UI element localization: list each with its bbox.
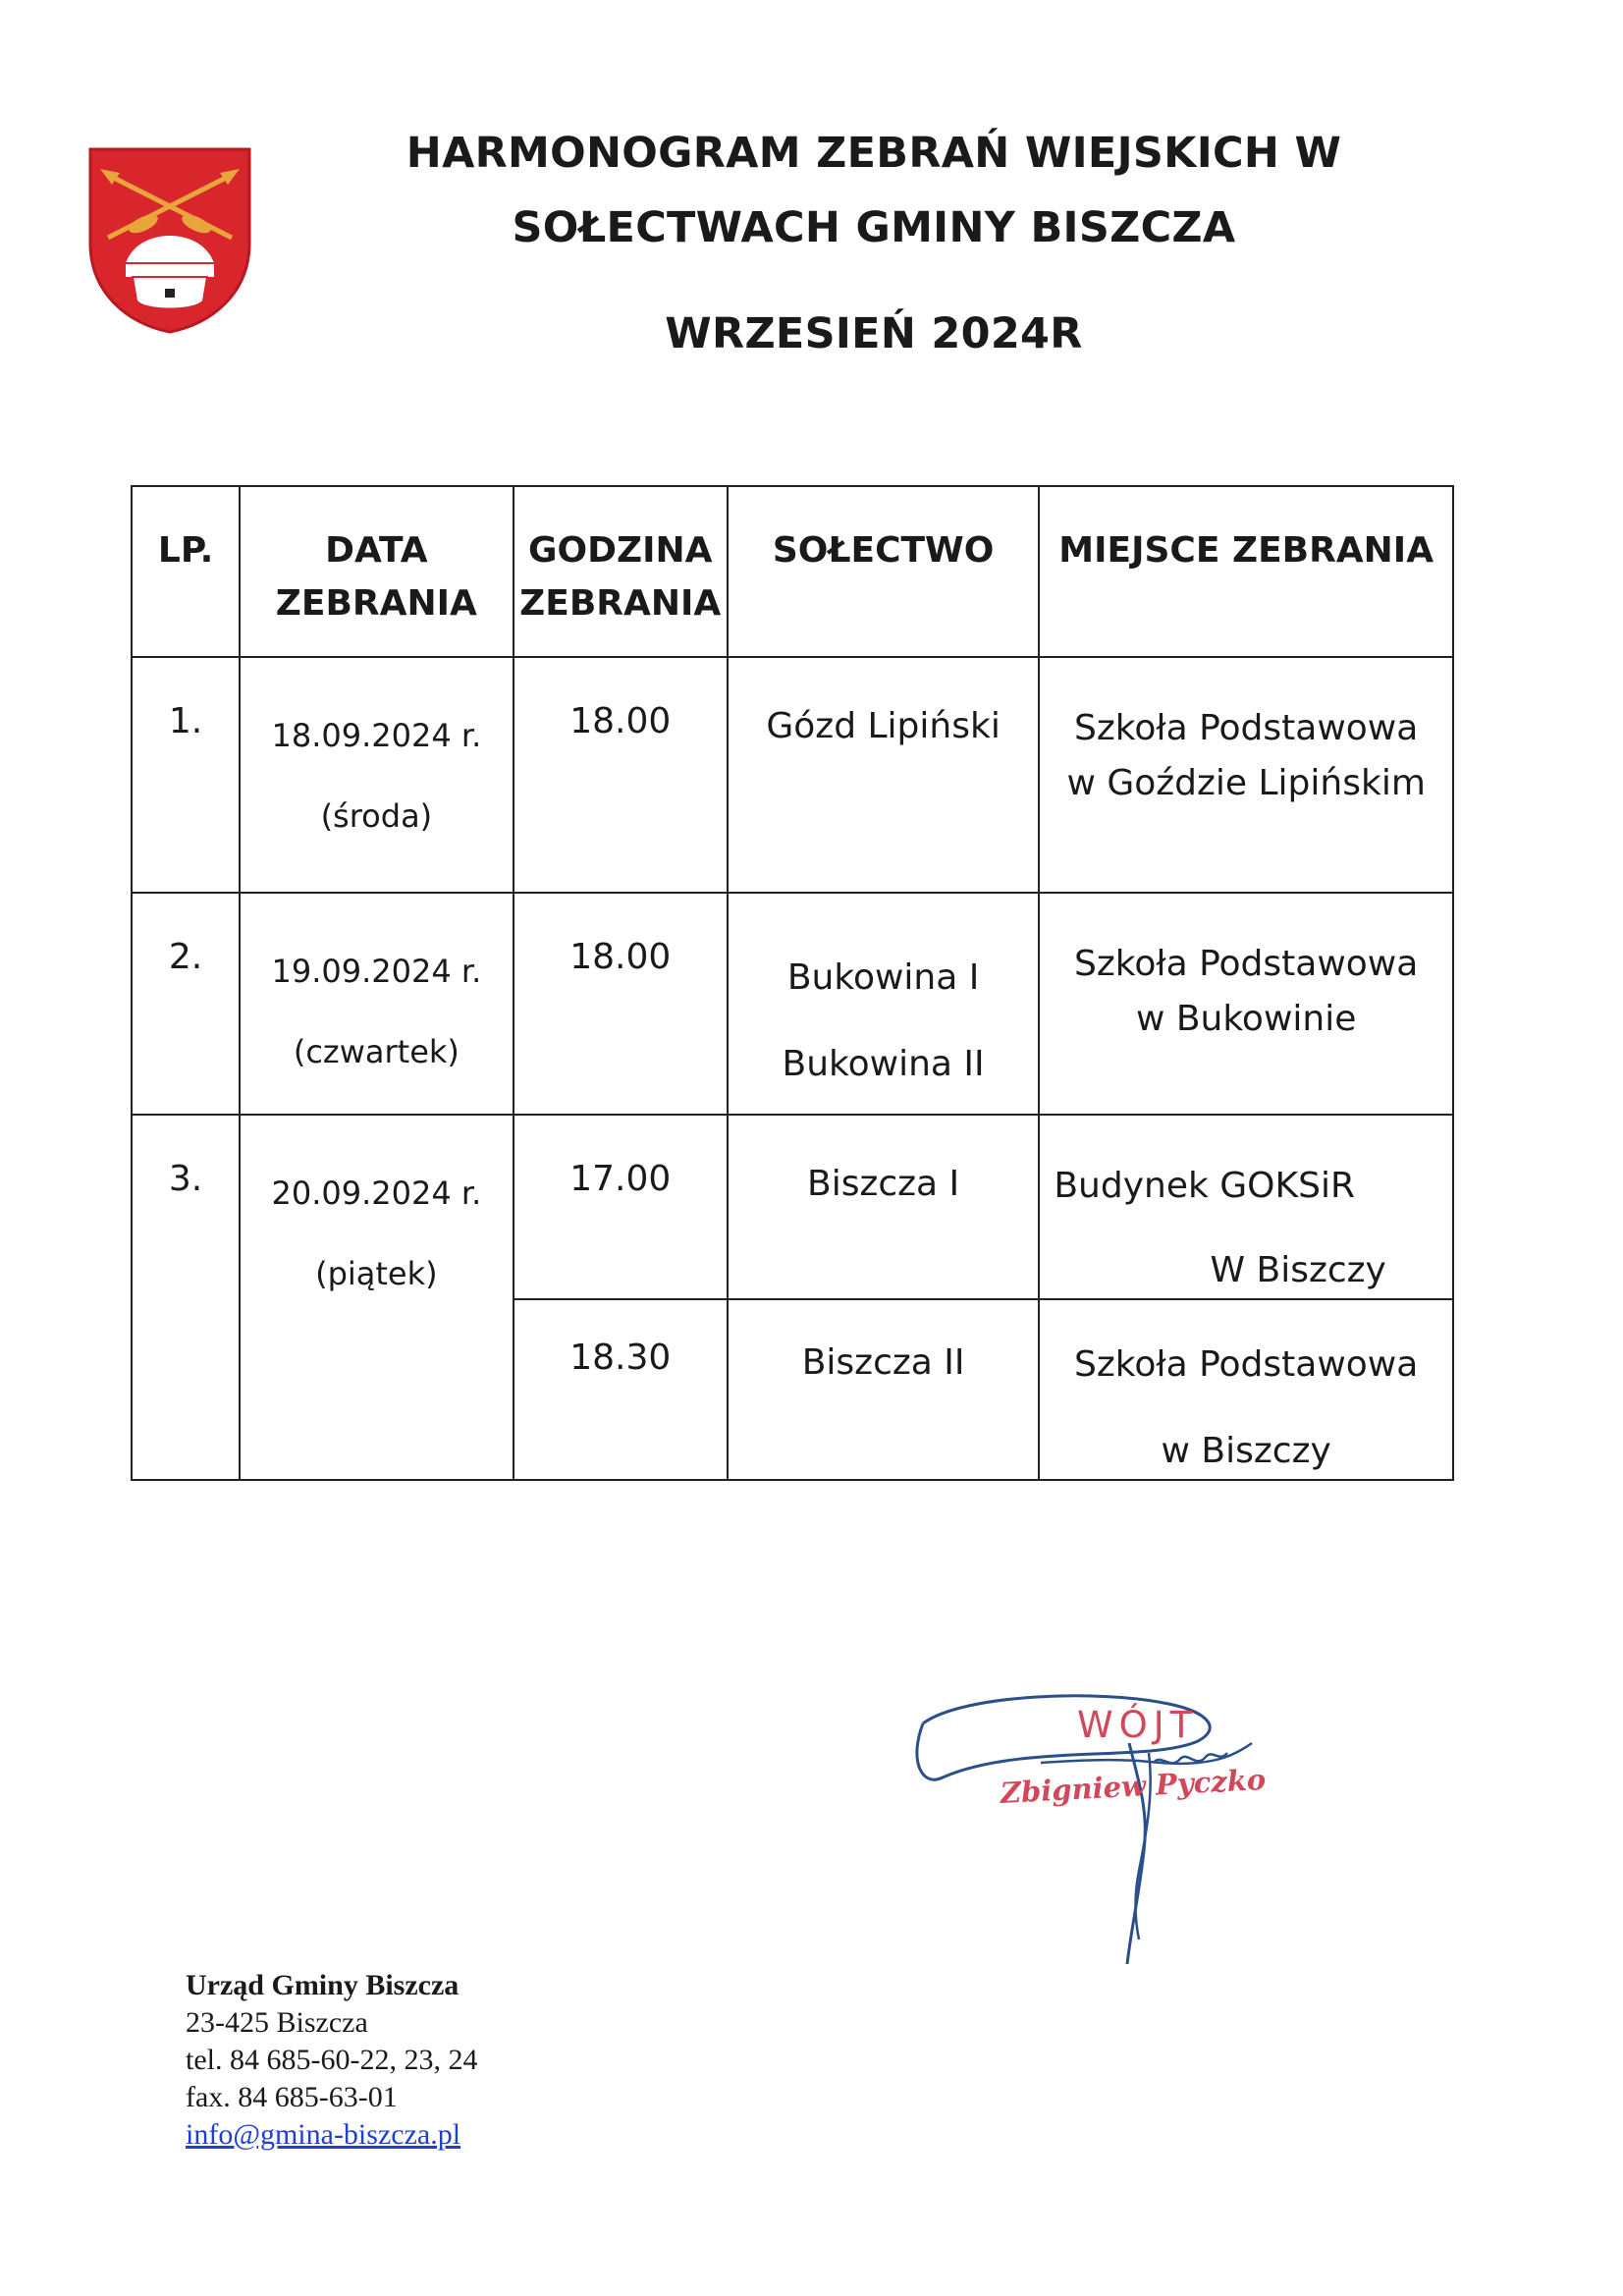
cell-date — [240, 1115, 513, 1480]
document-title — [295, 129, 1453, 358]
row-place-l1: Szkoła Podstawowa — [1074, 944, 1419, 984]
header-hour — [514, 486, 728, 657]
cell-hour — [514, 657, 728, 893]
cell-lp — [132, 1115, 240, 1480]
row-place-l2: W Biszczy — [1210, 1250, 1386, 1290]
row-date: 19.09.2024 r. — [271, 953, 482, 990]
table-row — [132, 893, 1453, 1115]
table-row — [132, 657, 1453, 893]
row-hour: 18.00 — [569, 937, 672, 977]
title-month: WRZESIEŃ 2024R — [665, 309, 1083, 358]
header-village-label: SOŁECTWO — [772, 530, 995, 571]
cell-place — [1039, 893, 1453, 1115]
cell-hour — [514, 1299, 728, 1480]
cell-place — [1039, 1299, 1453, 1480]
header-hour-l2: ZEBRANIA — [519, 583, 722, 624]
row-lp: 2. — [168, 937, 203, 977]
row-hour: 17.00 — [569, 1159, 672, 1199]
footer-fax: fax. 84 685-63-01 — [186, 2081, 398, 2113]
row-place-l1: Budynek GOKSiR — [1054, 1166, 1355, 1206]
header-hour-l1: GODZINA — [527, 530, 713, 571]
row-village-2: Bukowina II — [782, 1044, 985, 1084]
header-date-l1: DATA — [325, 530, 428, 571]
title-line-2: SOŁECTWACH GMINY BISZCZA — [512, 203, 1236, 252]
header-lp-label: LP. — [157, 530, 214, 571]
header-place — [1039, 486, 1453, 657]
row-weekday: (czwartek) — [293, 1033, 460, 1070]
row-date: 18.09.2024 r. — [271, 717, 482, 754]
schedule-table — [131, 485, 1454, 1481]
footer-address: 23-425 Biszcza — [186, 2006, 368, 2039]
cell-hour — [514, 1115, 728, 1299]
row-lp: 1. — [168, 701, 203, 741]
stamp-title: WÓJT — [1077, 1704, 1199, 1746]
footer-contact — [186, 1967, 477, 2154]
row-lp: 3. — [168, 1159, 203, 1199]
cell-date — [240, 893, 513, 1115]
cell-village — [728, 1115, 1039, 1299]
cell-hour — [514, 893, 728, 1115]
footer-org: Urząd Gminy Biszcza — [186, 1969, 460, 2001]
row-place-l1: Szkoła Podstawowa — [1074, 708, 1419, 748]
header-lp — [132, 486, 240, 657]
header-place-label: MIEJSCE ZEBRANIA — [1058, 530, 1434, 571]
header-village — [728, 486, 1039, 657]
row-place-l2: w Biszczy — [1161, 1431, 1331, 1471]
header-date — [240, 486, 513, 657]
cell-village — [728, 1299, 1039, 1480]
footer-email-link[interactable]: info@gmina-biszcza.pl — [186, 2118, 461, 2151]
row-village: Biszcza I — [807, 1164, 960, 1204]
cell-village — [728, 893, 1039, 1115]
coat-of-arms-icon — [86, 147, 253, 334]
row-place-l1: Szkoła Podstawowa — [1074, 1344, 1419, 1385]
cell-place — [1039, 1115, 1453, 1299]
footer-tel: tel. 84 685-60-22, 23, 24 — [186, 2044, 478, 2076]
header-date-l2: ZEBRANIA — [275, 583, 477, 624]
row-weekday: (piątek) — [315, 1255, 438, 1292]
cell-place — [1039, 657, 1453, 893]
cell-lp — [132, 893, 240, 1115]
cell-lp — [132, 657, 240, 893]
row-weekday: (środa) — [320, 797, 433, 835]
title-line-1: HARMONOGRAM ZEBRAŃ WIEJSKICH W — [406, 129, 1342, 178]
row-village-1: Bukowina I — [786, 957, 980, 998]
cell-date — [240, 657, 513, 893]
row-village: Biszcza II — [801, 1342, 965, 1383]
row-date: 20.09.2024 r. — [271, 1175, 482, 1212]
table-row — [132, 1115, 1453, 1299]
stamp-name: Zbigniew Pyczko — [1000, 1762, 1267, 1810]
table-header-row — [132, 486, 1453, 657]
row-place-l2: w Bukowinie — [1135, 999, 1357, 1039]
row-hour: 18.00 — [569, 701, 672, 741]
row-village: Gózd Lipiński — [766, 706, 1001, 746]
cell-village — [728, 657, 1039, 893]
row-hour: 18.30 — [569, 1338, 672, 1378]
row-place-l2: w Goździe Lipińskim — [1066, 763, 1426, 803]
